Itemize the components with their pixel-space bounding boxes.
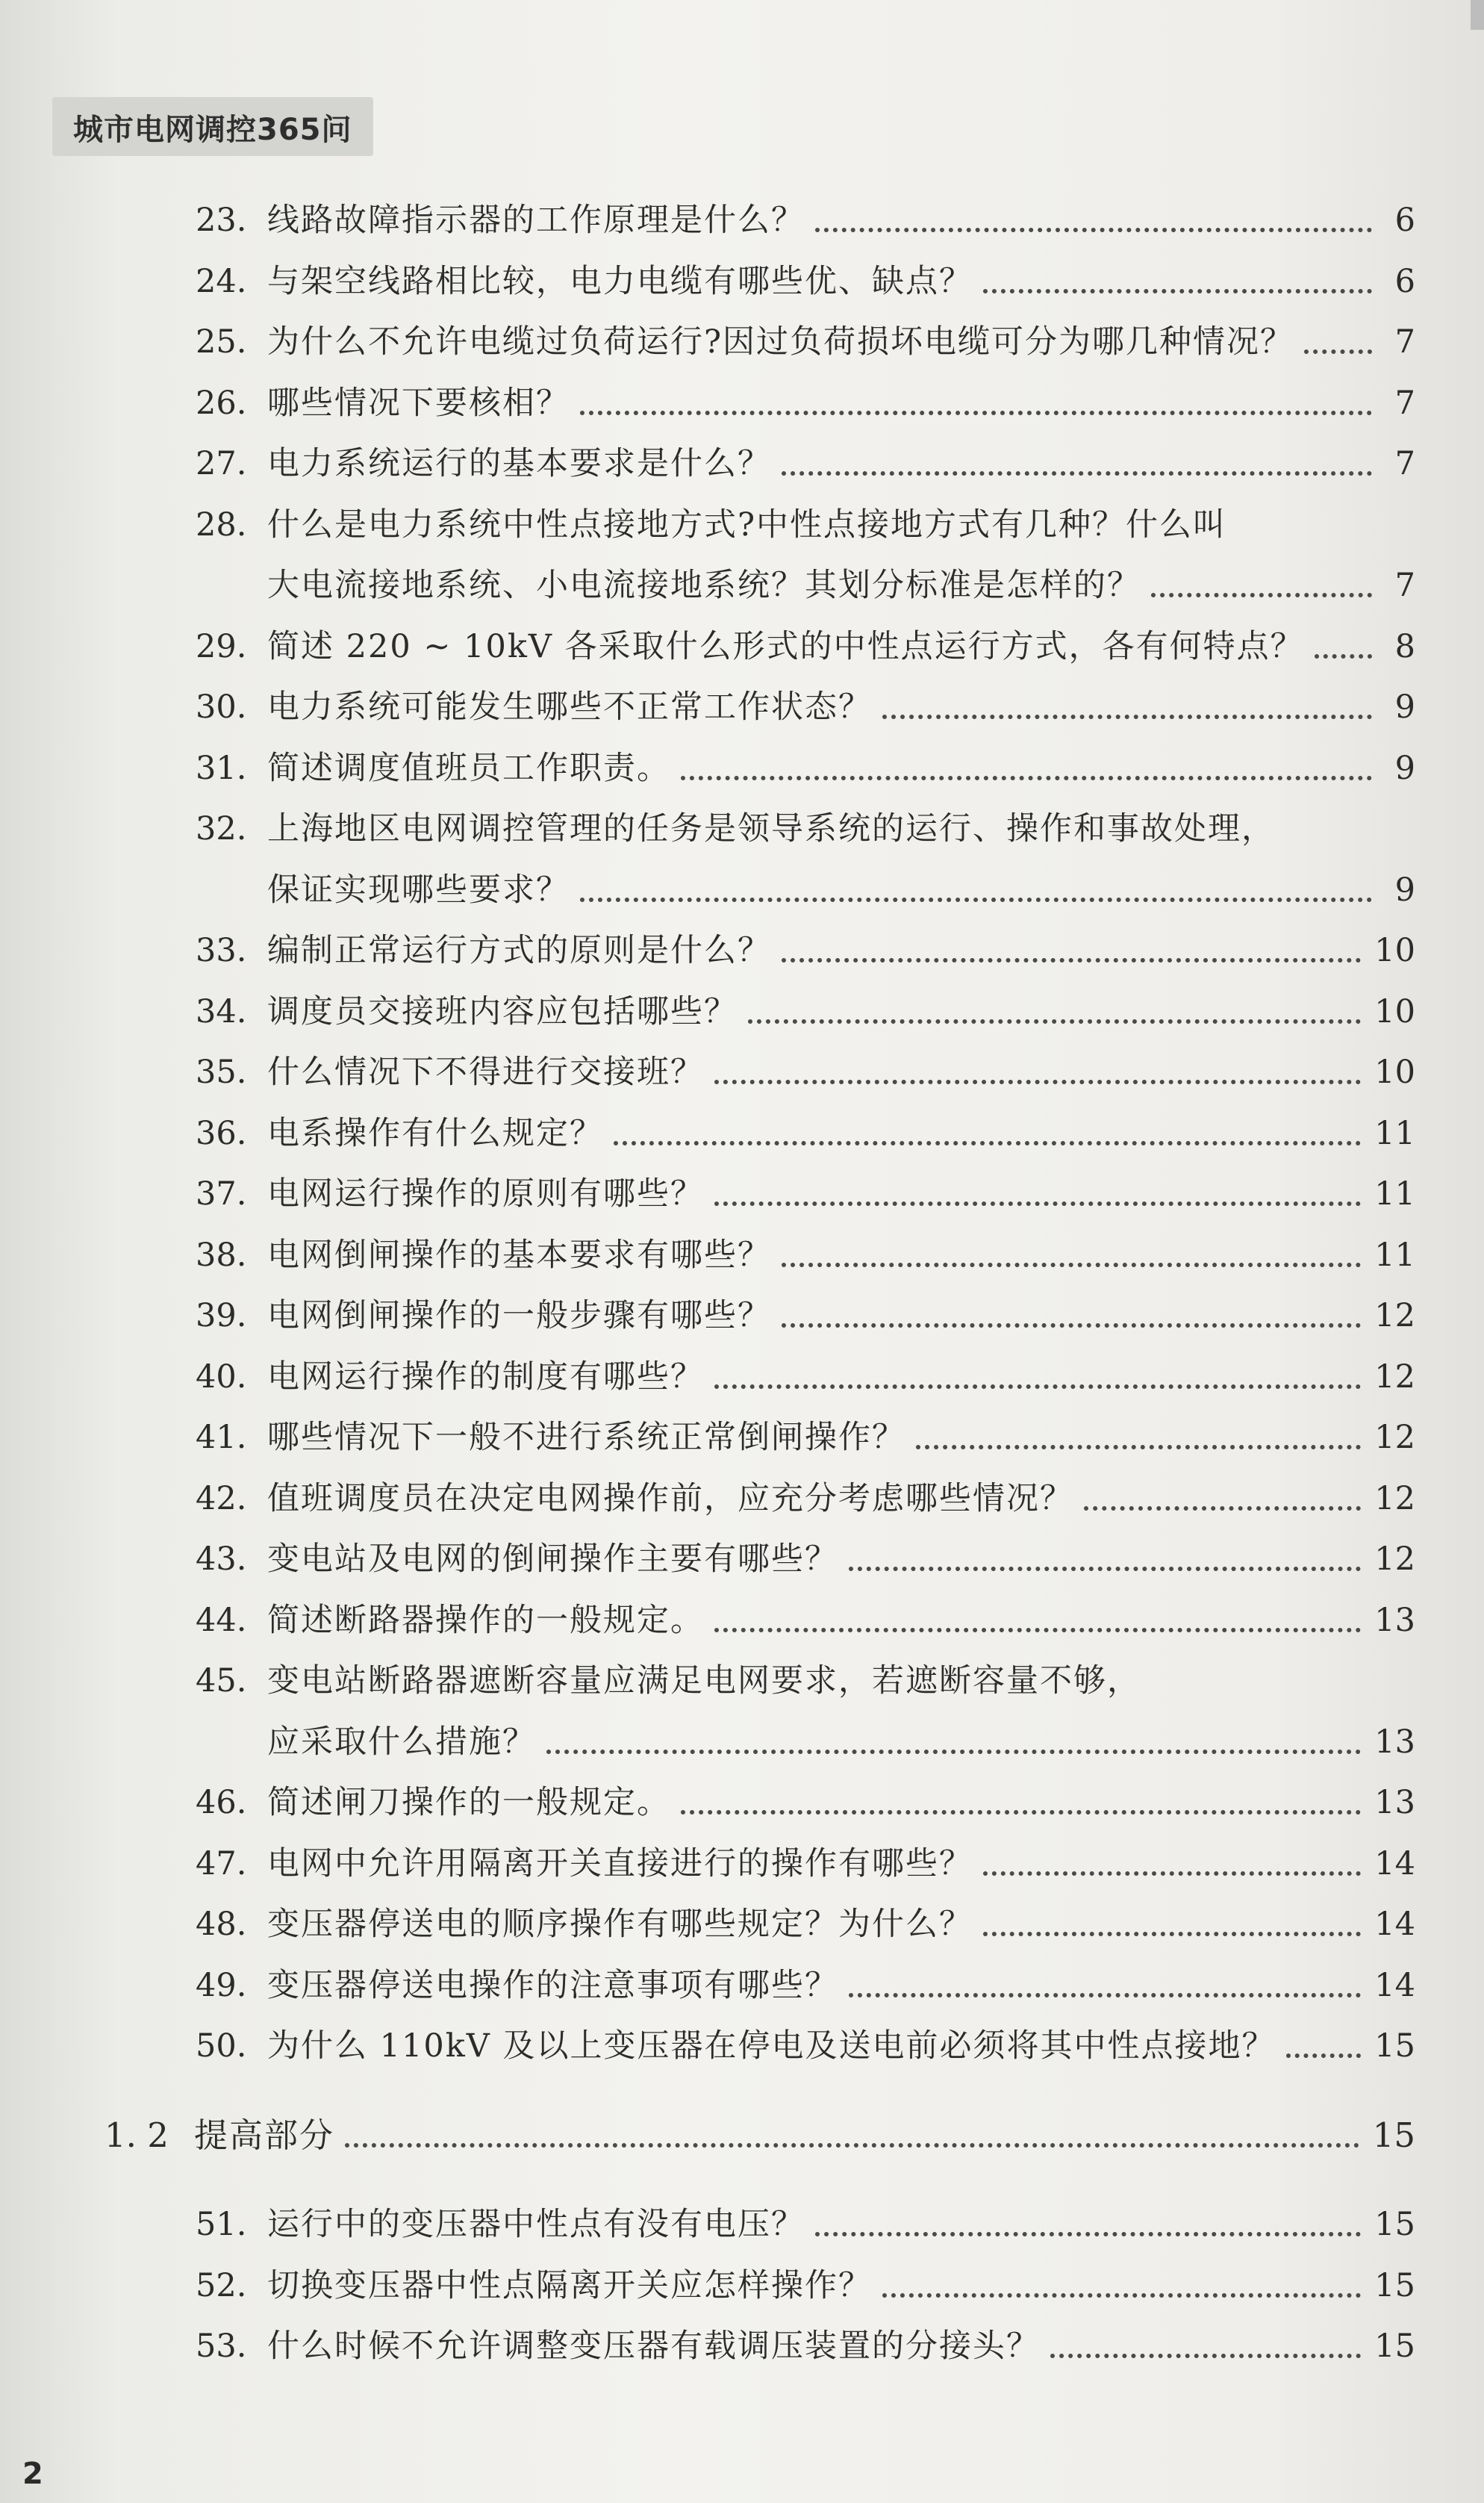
toc-page-number: 11 <box>1374 1175 1415 1213</box>
toc-entry-title: 电网倒闸操作的一般步骤有哪些？ <box>267 1297 771 1334</box>
toc-entry-number: 46. <box>196 1784 247 1821</box>
toc-entry-title: 哪些情况下一般不进行系统正常倒闸操作？ <box>267 1419 905 1456</box>
toc-entry-title: 电力系统可能发生哪些不正常工作状态？ <box>267 688 872 726</box>
toc-entry-number: 31. <box>196 749 247 787</box>
toc-entry-title: 上海地区电网调控管理的任务是领导系统的运行、操作和事故处理， <box>267 810 1275 848</box>
toc-page-number: 12 <box>1374 1479 1415 1517</box>
toc-entry-row <box>196 1408 1415 1460</box>
toc-entry-title: 提高部分 <box>194 2115 335 2155</box>
dot-leader <box>1050 2348 1361 2358</box>
toc-entry-number: 39. <box>196 1297 247 1334</box>
dot-leader <box>714 1074 1361 1084</box>
toc-page-number: 12 <box>1374 1419 1415 1456</box>
toc-entry-number: 50. <box>196 2027 247 2065</box>
toc-page-number: 8 <box>1394 627 1415 665</box>
toc-page-number: 7 <box>1394 445 1415 482</box>
toc-entry-number: 37. <box>196 1175 247 1213</box>
toc-entry-title: 变压器停送电操作的注意事项有哪些？ <box>267 1966 838 2004</box>
toc-page-number: 13 <box>1374 1784 1415 1821</box>
toc-page-number: 14 <box>1374 1844 1415 1882</box>
toc-entry-title: 电网倒闸操作的基本要求有哪些？ <box>267 1236 771 1274</box>
toc-page-number: 13 <box>1374 1723 1415 1761</box>
toc-entry-number: 40. <box>196 1358 247 1396</box>
toc-entry-title: 保证实现哪些要求？ <box>267 871 570 909</box>
toc-entry-row <box>196 1651 1415 1703</box>
toc-entry-title: 电网运行操作的原则有哪些？ <box>267 1175 704 1213</box>
toc-entry-row <box>196 1225 1415 1278</box>
toc-entry-row <box>196 1591 1415 1643</box>
toc-entry-number: 1. 2 <box>105 2115 169 2155</box>
toc-entry-row <box>196 373 1415 426</box>
dot-leader <box>782 952 1361 963</box>
toc-entry-row <box>196 1347 1415 1399</box>
dot-leader <box>345 2137 1359 2148</box>
dot-leader <box>916 1439 1361 1449</box>
toc-entry-row <box>196 1104 1415 1156</box>
dot-leader <box>882 2287 1361 2298</box>
dot-leader <box>815 222 1372 232</box>
toc-page-number: 6 <box>1394 202 1415 239</box>
toc-entry-number: 44. <box>196 1601 247 1639</box>
toc-entry-title: 变电站及电网的倒闸操作主要有哪些？ <box>267 1540 838 1578</box>
toc-page-number: 6 <box>1394 262 1415 300</box>
toc-entry-title: 变压器停送电的顺序操作有哪些规定？为什么？ <box>267 1906 973 1943</box>
dot-leader <box>1151 587 1372 597</box>
toc-entry-row <box>267 556 1415 608</box>
toc-entry-row <box>196 1773 1415 1825</box>
toc-entry-row <box>196 921 1415 973</box>
toc-page-number: 12 <box>1374 1540 1415 1578</box>
dot-leader <box>681 770 1372 780</box>
dot-leader <box>882 709 1372 719</box>
toc-entry-number: 45. <box>196 1662 247 1700</box>
toc-entry-title: 简述闸刀操作的一般规定。 <box>267 1784 670 1821</box>
toc-entry-row <box>196 2316 1415 2369</box>
toc-entry-row <box>196 1529 1415 1582</box>
toc-entry-title: 变电站断路器遮断容量应满足电网要求，若遮断容量不够， <box>267 1662 1141 1700</box>
toc-entry-title: 大电流接地系统、小电流接地系统？其划分标准是怎样的？ <box>267 567 1141 604</box>
toc-entry-row <box>196 1042 1415 1095</box>
toc-entry-row <box>196 1956 1415 2008</box>
dot-leader <box>1286 2048 1362 2058</box>
toc-entry-number: 35. <box>196 1054 247 1091</box>
toc-page-number: 15 <box>1374 2206 1415 2243</box>
toc-entry-title: 简述 220 ~ 10kV 各采取什么形式的中性点运行方式，各有何特点？ <box>267 627 1304 665</box>
dot-leader <box>782 1257 1361 1267</box>
toc-page-number: 13 <box>1374 1601 1415 1639</box>
toc-entry-row <box>196 617 1415 669</box>
toc-entry-number: 25. <box>196 323 247 361</box>
toc-entry-title: 应采取什么措施？ <box>267 1723 536 1761</box>
dot-leader <box>782 1317 1361 1328</box>
toc-entry-number: 23. <box>196 202 247 239</box>
toc-entry-row <box>196 252 1415 304</box>
toc-entry-title: 电力系统运行的基本要求是什么？ <box>267 445 771 482</box>
dot-leader <box>849 1561 1361 1571</box>
toc-entry-title: 编制正常运行方式的原则是什么？ <box>267 932 771 969</box>
toc-entry-row <box>267 860 1415 912</box>
dot-leader <box>782 465 1372 476</box>
dot-leader <box>1304 343 1372 354</box>
toc-entry-row <box>196 677 1415 730</box>
dot-leader <box>815 2226 1361 2236</box>
dot-leader <box>546 1744 1361 1754</box>
toc-entry-title: 值班调度员在决定电网操作前，应充分考虑哪些情况？ <box>267 1479 1073 1517</box>
toc-page-number: 11 <box>1374 1236 1415 1274</box>
toc-entry-number: 27. <box>196 445 247 482</box>
toc-entry-number: 41. <box>196 1419 247 1456</box>
toc-page-number: 10 <box>1374 992 1415 1030</box>
toc-entry-title: 为什么不允许电缆过负荷运行?因过负荷损坏电缆可分为哪几种情况？ <box>267 323 1294 361</box>
toc-entry-title: 电网中允许用隔离开关直接进行的操作有哪些？ <box>267 1844 973 1882</box>
dot-leader <box>681 1804 1361 1815</box>
dot-leader <box>714 1622 1361 1632</box>
toc-entry-title: 电系操作有什么规定？ <box>267 1114 603 1152</box>
toc-section-row <box>105 2106 1415 2158</box>
toc-entry-number: 30. <box>196 688 247 726</box>
dot-leader <box>983 283 1372 293</box>
dot-leader <box>614 1135 1361 1145</box>
toc-page-number: 7 <box>1394 384 1415 422</box>
dot-leader <box>849 1987 1361 1997</box>
toc-page-number: 14 <box>1374 1966 1415 2004</box>
toc-entry-title: 与架空线路相比较，电力电缆有哪些优、缺点？ <box>267 262 973 300</box>
toc-page-number: 9 <box>1394 688 1415 726</box>
toc-page-number: 9 <box>1394 871 1415 909</box>
toc-page-number: 14 <box>1374 1906 1415 1943</box>
toc-entry-title: 什么是电力系统中性点接地方式?中性点接地方式有几种？什么叫 <box>267 506 1227 544</box>
toc-entry-row <box>196 1834 1415 1886</box>
page-number: 2 <box>22 2457 43 2491</box>
toc-page-number: 9 <box>1394 749 1415 787</box>
toc-entry-row <box>196 1164 1415 1216</box>
dot-leader <box>714 1195 1361 1206</box>
toc-page-number: 12 <box>1374 1358 1415 1396</box>
toc-entry-title: 哪些情况下要核相？ <box>267 384 570 422</box>
toc-entry-number: 28. <box>196 506 247 544</box>
toc-entry-title: 运行中的变压器中性点有没有电压？ <box>267 2206 805 2243</box>
toc-entry-title: 什么时候不允许调整变压器有载调压装置的分接头？ <box>267 2328 1040 2365</box>
toc-entry-number: 51. <box>196 2206 247 2243</box>
toc-page-number: 7 <box>1394 323 1415 361</box>
toc-entry-row <box>196 982 1415 1034</box>
toc-entry-row <box>196 1469 1415 1521</box>
dot-leader <box>1315 648 1372 659</box>
toc-page-number: 15 <box>1372 2115 1415 2155</box>
toc-entry-title: 线路故障指示器的工作原理是什么？ <box>267 202 805 239</box>
toc-entry-title: 简述断路器操作的一般规定。 <box>267 1601 704 1639</box>
toc-entry-title: 什么情况下不得进行交接班？ <box>267 1054 704 1091</box>
toc-entry-row <box>196 434 1415 486</box>
dot-leader <box>748 1013 1361 1024</box>
toc-entry-row <box>196 739 1415 791</box>
toc-entry-number: 36. <box>196 1114 247 1152</box>
toc-entry-number: 42. <box>196 1479 247 1517</box>
toc-entry-row <box>196 2195 1415 2247</box>
toc-entry-number: 47. <box>196 1844 247 1882</box>
toc-page-number: 10 <box>1374 932 1415 969</box>
toc-entry-number: 33. <box>196 932 247 969</box>
toc-entry-number: 52. <box>196 2266 247 2304</box>
dot-leader <box>983 1926 1361 1936</box>
toc-entry-title: 为什么 110kV 及以上变压器在停电及送电前必须将其中性点接地？ <box>267 2027 1276 2065</box>
toc-entry-number: 29. <box>196 627 247 665</box>
toc-entry-row <box>196 1894 1415 1947</box>
dot-leader <box>580 892 1372 902</box>
toc-page-number: 12 <box>1374 1297 1415 1334</box>
toc-page-number: 10 <box>1374 1054 1415 1091</box>
toc-entry-title: 切换变压器中性点隔离开关应怎样操作？ <box>267 2266 872 2304</box>
book-title-header: 城市电网调控365问 <box>52 97 373 156</box>
toc-entry-number: 26. <box>196 384 247 422</box>
toc-entry-number: 43. <box>196 1540 247 1578</box>
toc-page-number: 11 <box>1374 1114 1415 1152</box>
toc-entry-number: 53. <box>196 2328 247 2365</box>
toc-entry-row <box>196 799 1415 851</box>
toc-entry-title: 调度员交接班内容应包括哪些？ <box>267 992 738 1030</box>
toc-entry-number: 48. <box>196 1906 247 1943</box>
toc-entry-row <box>196 1286 1415 1338</box>
toc-page-number: 15 <box>1374 2328 1415 2365</box>
toc-entry-number: 34. <box>196 992 247 1030</box>
dot-leader <box>580 405 1372 415</box>
toc-entry-title: 电网运行操作的制度有哪些？ <box>267 1358 704 1396</box>
dot-leader <box>1084 1500 1361 1511</box>
toc-entry-row <box>196 190 1415 243</box>
toc-entry-row <box>196 2016 1415 2068</box>
toc-entry-row <box>196 312 1415 364</box>
page-edge <box>1471 0 1484 30</box>
toc-entry-number: 32. <box>196 810 247 848</box>
dot-leader <box>983 1865 1361 1876</box>
toc-entry-row <box>196 2256 1415 2308</box>
toc-entry-number: 38. <box>196 1236 247 1274</box>
dot-leader <box>714 1378 1361 1389</box>
toc-entry-number: 24. <box>196 262 247 300</box>
toc-page-number: 7 <box>1394 567 1415 604</box>
toc-entry-title: 简述调度值班员工作职责。 <box>267 749 670 787</box>
toc-page-number: 15 <box>1374 2266 1415 2304</box>
toc-entry-number: 49. <box>196 1966 247 2004</box>
toc-entry-row <box>267 1712 1415 1764</box>
toc-entry-row <box>196 495 1415 547</box>
toc-page-number: 15 <box>1374 2027 1415 2065</box>
